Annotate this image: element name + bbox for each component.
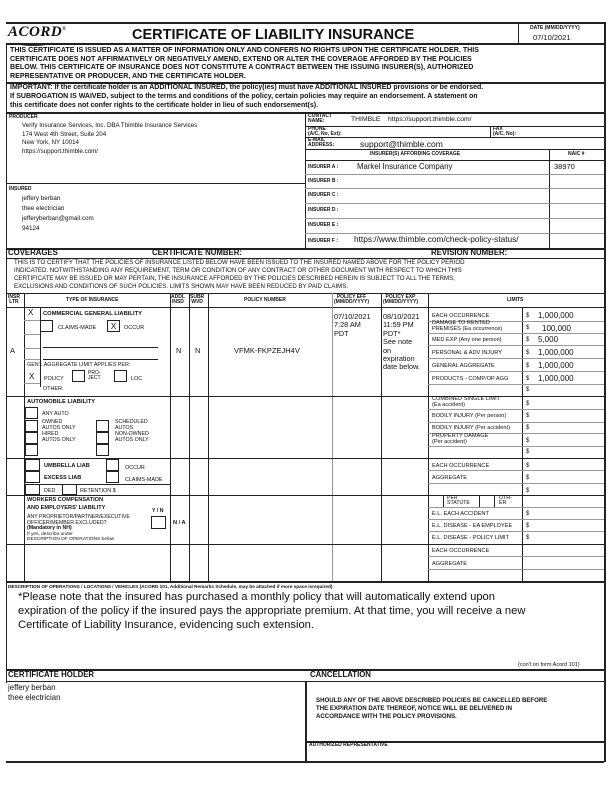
insr-ltr: A <box>10 346 16 355</box>
holder-business: thee electrician <box>8 692 61 702</box>
disclaimer-line: CERTIFICATE DOES NOT AFFIRMATIVELY OR NEGATIVELY AMEND, EXTEND OR ALTER THE COVERAGE AFFORDED BY THE POLICIES <box>10 54 472 63</box>
divider <box>24 484 170 485</box>
registered-mark: ® <box>62 27 67 32</box>
disclaimer-line: BELOW. THIS CERTIFICATE OF INSURANCE DOES NOT CONSTITUTE A CONTRACT BETWEEN THE ISSUING INSURER(S), AUTHORIZED <box>10 63 474 72</box>
divider <box>428 358 604 359</box>
divider <box>6 22 604 24</box>
revision-number-label: REVISION NUMBER: <box>431 248 508 257</box>
date-value: 07/10/2021 <box>533 33 571 42</box>
excluded-checkbox[interactable] <box>151 516 166 529</box>
description-text <box>18 590 525 632</box>
umbrella-occur-checkbox[interactable] <box>106 459 119 471</box>
cancellation-line: ACCORDANCE WITH THE POLICY PROVISIONS. <box>316 713 457 720</box>
loc-label: LOC <box>131 376 143 382</box>
insurer-row <box>308 233 604 247</box>
phone-label: PHONE (A/C, No, Ext): <box>308 126 342 137</box>
divider <box>428 409 604 410</box>
insured-email: jefferyberban@gmail.com <box>22 215 94 222</box>
cancellation-text <box>316 697 547 721</box>
divider <box>443 495 444 507</box>
coverages-intro <box>14 259 464 291</box>
project-label: PRO- JECT <box>88 370 101 381</box>
divider <box>428 483 604 484</box>
addl-insd-header: ADDL INSD <box>171 294 185 305</box>
auto-other2-checkbox[interactable] <box>96 444 109 456</box>
excess-label: EXCESS LIAB <box>44 475 82 481</box>
ded-checkbox[interactable] <box>25 484 40 495</box>
col-divider <box>522 307 523 581</box>
col-divider <box>189 293 190 581</box>
fax-label: FAX (A/C, No): <box>493 126 517 137</box>
insured-business: thee electrician <box>22 205 65 212</box>
disclaimer-line: THIS CERTIFICATE IS ISSUED AS A MATTER OF INFORMATION ONLY AND CONFERS NO RIGHTS UPON THE CERTIFICATE HOLDER. THIS <box>10 46 479 54</box>
umbrella-occur-label: OCCUR <box>125 465 145 471</box>
insurer-label: INSURER B : <box>308 178 339 184</box>
col-divider <box>428 293 429 581</box>
insured-zip: 94124 <box>22 225 40 232</box>
na-value: N / A <box>173 520 186 526</box>
divider <box>428 470 604 471</box>
insurer-row <box>308 174 604 188</box>
divider <box>305 137 604 138</box>
intro-line: THIS IS TO CERTIFY THAT THE POLICIES OF INSURANCE LISTED BELOW HAVE BEEN ISSUED TO THE INSURED NAMED ABOVE FOR THE POLICY PERIOD <box>14 259 465 266</box>
insurer-label: INSURER F : <box>308 238 338 244</box>
retention-checkbox[interactable] <box>62 484 77 495</box>
dollar-sign: $ <box>526 413 530 419</box>
workers-comp-question: ANY PROPRIETOR/PARTNER/EXECUTIVE OFFICER/MEMBER EXCLUDED? (Mandatory in NH) If yes, describe under DESCRIPTION OF OPERATIONS below <box>27 514 130 542</box>
scheduled-autos-label: SCHEDULED AUTOS <box>115 419 148 431</box>
authorized-rep-label: AUTHORIZED REPRESENTATIVE <box>309 742 388 748</box>
claims-made-checkbox[interactable] <box>40 320 53 332</box>
dollar-sign: $ <box>526 438 530 444</box>
limit-value: 5,000 <box>538 335 559 344</box>
description-label: DESCRIPTION OF OPERATIONS / LOCATIONS / VEHICLES (ACORD 101, Additional Remarks Schedule, may be attached if more space isrequired) <box>8 584 333 589</box>
holder-name: jeffery berban <box>8 683 56 692</box>
divider <box>428 446 604 447</box>
contact-name: THIMBLE <box>351 116 381 123</box>
continued-note: (con't on form Acord 101) <box>518 662 580 668</box>
divider <box>6 544 604 545</box>
limits-header: LIMITS <box>507 297 524 303</box>
insurer-row <box>308 203 604 217</box>
certificate-holder-label: CERTIFICATE HOLDER <box>8 670 95 679</box>
limit-label: PROPERTY DAMAGE (Per accident) <box>432 433 489 445</box>
disclaimer <box>10 46 479 80</box>
limit-value: 100,000 <box>542 324 571 333</box>
divider <box>305 149 604 150</box>
insured-name: jeffery berban <box>22 195 61 202</box>
divider <box>494 495 495 507</box>
divider <box>24 383 40 384</box>
limit-value: 1,000,000 <box>538 348 574 357</box>
insurers-header: INSURER(S) AFFORDING COVERAGE <box>370 151 461 157</box>
limit-label: PERSONAL & ADV INJURY <box>432 350 502 356</box>
email-value[interactable]: support@thimble.com <box>360 139 443 149</box>
dollar-sign: $ <box>526 350 530 356</box>
divider <box>6 183 305 184</box>
other-label: OTH- ER <box>499 495 512 506</box>
limit-label: BODILY INJURY (Per accident) <box>432 425 510 431</box>
policy-exp-header: POLICY EXP (MM/DD/YYYY) <box>383 294 418 305</box>
policy-number-header: POLICY NUMBER <box>244 297 286 303</box>
insurer-name[interactable]: https://www.thimble.com/check-policy-status/ <box>354 234 519 244</box>
divider <box>428 531 604 532</box>
divider <box>6 307 604 308</box>
auto-title: AUTOMOBILE LIABILITY <box>27 399 96 405</box>
subr-wvd-value: N <box>195 346 201 355</box>
divider <box>428 422 604 423</box>
insr-ltr-header: INSR LTR <box>8 294 20 305</box>
dollar-sign: $ <box>526 325 530 331</box>
limit-label: DAMAGE TO RENTED PREMISES (Ea occurrence) <box>432 320 503 332</box>
yn-label: Y / N <box>152 508 164 514</box>
insurer-name: Markel Insurance Company <box>357 162 453 171</box>
hired-autos-checkbox[interactable] <box>25 432 38 444</box>
important-line: this certificate does not confer rights to the certificate holder in lieu of such endorsement(s). <box>10 101 319 109</box>
limit-value: 1,000,000 <box>538 311 574 320</box>
dollar-sign: $ <box>526 463 530 469</box>
ded-label: DED <box>44 488 56 494</box>
description-line: *Please note that the insured has purchased a monthly policy that will automatically extend upon <box>18 591 495 603</box>
workers-comp-title: WORKERS COMPENSATION AND EMPLOYERS' LIABILITY <box>27 497 106 511</box>
divider <box>6 396 604 397</box>
dollar-sign: $ <box>526 425 530 431</box>
producer-label: PRODUCER <box>9 114 38 120</box>
occur-checkbox[interactable]: X <box>107 320 120 332</box>
project-checkbox[interactable] <box>72 370 85 382</box>
divider <box>305 126 604 127</box>
producer-address: 174 West 4th Street, Suite 204 <box>22 130 107 138</box>
col-divider <box>208 293 209 581</box>
coverages-label: COVERAGES <box>8 248 58 257</box>
limit-label: AGGREGATE <box>432 561 468 567</box>
divider <box>170 458 171 486</box>
limit-label: E.L. DISEASE - EA EMPLOYEE <box>432 523 513 529</box>
logo-text: ACORD <box>8 24 63 40</box>
divider <box>6 669 604 671</box>
type-header: TYPE OF INSURANCE <box>66 297 119 303</box>
certificate-number-label: CERTIFICATE NUMBER: <box>152 248 242 257</box>
per-statute-label: PER STATUTE <box>447 495 470 506</box>
cancellation-line: THE EXPIRATION DATE THEREOF, NOTICE WILL BE DELIVERED IN <box>316 705 513 712</box>
contact-name-value <box>351 116 472 123</box>
divider <box>428 569 604 570</box>
subr-wvd-header: SUBR WVD <box>190 294 205 305</box>
divider <box>518 22 519 43</box>
col-divider <box>170 293 171 581</box>
page-title: CERTIFICATE OF LIABILITY INSURANCE <box>132 27 415 43</box>
divider <box>305 112 306 248</box>
divider <box>428 345 604 346</box>
limit-label: BODILY INJURY (Per person) <box>432 413 507 419</box>
auto-other-checkbox[interactable] <box>25 444 38 456</box>
checkbox-col-divider <box>40 307 41 387</box>
insured-label: INSURED <box>9 186 32 192</box>
col-divider <box>381 293 382 581</box>
insurer-label: INSURER E : <box>308 222 339 228</box>
divider <box>428 371 604 372</box>
policy-eff-header: POLICY EFF (MM/DD/YYYY) <box>334 294 369 305</box>
addl-insd-value: N <box>176 346 182 355</box>
divider <box>6 248 604 250</box>
border-right <box>604 22 606 762</box>
dollar-sign: $ <box>526 376 530 382</box>
insurer-row <box>308 188 604 202</box>
important-notice <box>10 84 483 110</box>
description-line: expiration of the policy if the insured pays the appropriate premium. At that time, you will receive a new <box>18 605 526 617</box>
nonowned-autos-checkbox[interactable] <box>96 432 109 444</box>
limit-label: AGGREGATE <box>432 475 468 481</box>
owned-autos-checkbox[interactable] <box>25 420 38 432</box>
divider <box>24 334 40 335</box>
dollar-sign: $ <box>526 488 530 494</box>
date-label: DATE (MM/DD/YYYY) <box>530 25 580 31</box>
blank-line <box>43 359 158 360</box>
dollar-sign: $ <box>526 401 530 407</box>
policy-label: POLICY <box>44 376 64 382</box>
divider <box>6 495 604 496</box>
cancellation-label: CANCELLATION <box>310 670 371 679</box>
email-label: E-MAIL ADDRESS: <box>308 137 335 148</box>
umbrella-claims-made-label: CLAIMS-MADE <box>125 477 163 483</box>
limit-label: MED EXP (Any one person) <box>432 337 502 343</box>
policy-eff-value: 07/10/2021 7:28 AM PDT <box>334 312 371 338</box>
policy-checkbox[interactable]: X <box>29 372 35 381</box>
insurer-label: INSURER D : <box>308 207 339 213</box>
divider <box>479 495 480 507</box>
naic-header: NAIC # <box>568 151 585 157</box>
divider <box>24 359 40 360</box>
dollar-sign: $ <box>526 387 530 393</box>
producer-name: Verify Insurance Services, Inc. DBA Thimble Insurance Services <box>22 122 198 129</box>
policy-number-value: VFMK-FKPZEJH4V <box>234 346 300 355</box>
insurer-label: INSURER A : <box>308 164 339 170</box>
signature-field[interactable] <box>307 750 603 760</box>
insurer-row <box>308 160 604 174</box>
border-left <box>6 43 7 683</box>
limit-label: PRODUCTS - COMP/OP AGG <box>432 376 509 382</box>
dollar-sign: $ <box>526 313 530 319</box>
any-auto-label: ANY AUTO <box>42 411 69 417</box>
cgl-title: COMMERCIAL GENERAL LIABILITY <box>43 311 142 317</box>
divider <box>6 293 604 294</box>
divider <box>24 348 40 349</box>
divider <box>428 556 604 557</box>
any-auto-checkbox[interactable] <box>25 407 38 419</box>
disclaimer-line: REPRESENTATIVE OR PRODUCER, AND THE CERTIFICATE HOLDER. <box>10 71 246 80</box>
limit-label: GENERAL AGGREGATE <box>432 363 495 369</box>
important-line: If SUBROGATION IS WAIVED, subject to the terms and conditions of the policy, certain policies may require an endorsement. A statement on <box>10 92 478 100</box>
intro-line: INDICATED. NOTWITHSTANDING ANY REQUIREMENT, TERM OR CONDITION OF ANY CONTRACT OR OTHER DOCUMENT WITH RESPECT TO WHICH THIS <box>14 267 462 274</box>
hired-autos-label: HIRED AUTOS ONLY <box>42 431 76 443</box>
other-label: OTHER: <box>43 386 64 392</box>
claims-made-label: CLAIMS-MADE <box>58 325 97 331</box>
intro-line: CERTIFICATE MAY BE ISSUED OR MAY PERTAIN, THE INSURANCE AFFORDED BY THE POLICIES DESCRIBED HEREIN IS SUBJECT TO ALL THE TERMS, <box>14 275 455 282</box>
nonowned-autos-label: NON-OWNED AUTOS ONLY <box>115 431 149 443</box>
contact-url[interactable]: https://support.thimble.com/ <box>388 116 472 123</box>
cancellation-line: SHOULD ANY OF THE ABOVE DESCRIBED POLICIES BE CANCELLED BEFORE <box>316 697 548 704</box>
divider <box>490 126 491 137</box>
producer-city: New York, NY 10014 <box>22 139 79 146</box>
producer-url[interactable]: https://support.thimble.com/ <box>22 147 99 155</box>
umbrella-claims-made-checkbox[interactable] <box>106 471 119 483</box>
limit-value: 1,000,000 <box>538 374 574 383</box>
insurer-naic: 38970 <box>554 162 575 171</box>
limit-value: 1,000,000 <box>538 361 574 370</box>
excess-checkbox[interactable] <box>25 471 40 483</box>
divider <box>428 519 604 520</box>
col-divider <box>332 293 333 581</box>
aggregate-applies-label: GEN'L AGGREGATE LIMIT APPLIES PER: <box>27 362 131 368</box>
dollar-sign: $ <box>526 523 530 529</box>
contact-name-label: CONTACT NAME: <box>308 113 333 124</box>
intro-line: EXCLUSIONS AND CONDITIONS OF SUCH POLICIES. LIMITS SHOWN MAY HAVE BEEN REDUCED BY PAID CLAIMS. <box>14 283 348 290</box>
policy-exp-value: 08/10/2021 11:59 PM PDT* See note on expiration date below. <box>383 312 420 372</box>
insurer-row <box>308 218 604 232</box>
dollar-sign: $ <box>526 511 530 517</box>
blank-line <box>43 347 158 348</box>
retention-label: RETENTION $ <box>80 488 116 494</box>
dollar-sign: $ <box>526 449 530 455</box>
divider <box>428 384 604 385</box>
divider <box>24 320 40 321</box>
divider <box>6 43 604 45</box>
umbrella-label: UMBRELLA LIAB <box>44 463 90 469</box>
limit-label: EACH OCCURRENCE <box>432 463 490 469</box>
dollar-sign: $ <box>526 535 530 541</box>
limit-label: EACH OCCURRENCE <box>432 548 490 554</box>
producer-info <box>22 122 197 156</box>
limit-label: E.L. EACH ACCIDENT <box>432 511 489 517</box>
dollar-sign: $ <box>526 475 530 481</box>
divider <box>6 458 604 459</box>
limit-label: E.L. DISEASE - POLICY LIMIT <box>432 535 509 541</box>
divider <box>305 681 307 761</box>
owned-autos-label: OWNED AUTOS ONLY <box>42 419 76 431</box>
scheduled-autos-checkbox[interactable] <box>96 420 109 432</box>
description-line: Certificate of Liability Insurance, evidencing such extension. <box>18 619 315 631</box>
important-line: IMPORTANT: If the certificate holder is an ADDITIONAL INSURED, the policy(ies) must have ADDITIONAL INSURED provisions or be endorsed. <box>10 84 484 91</box>
umbrella-checkbox[interactable] <box>25 459 40 471</box>
dollar-sign: $ <box>526 363 530 369</box>
insured-info <box>22 194 94 234</box>
divider <box>6 581 604 583</box>
insurer-label: INSURER C : <box>308 192 339 198</box>
divider <box>6 761 604 763</box>
dollar-sign: $ <box>526 337 530 343</box>
certificate-holder-info <box>8 683 60 702</box>
limit-label: EACH OCCURRENCE <box>432 313 490 319</box>
cgl-checkbox[interactable]: X <box>28 308 34 317</box>
limit-label: COMBINED SINGLE LIMIT (Ea accident) <box>432 396 501 408</box>
divider <box>428 507 604 508</box>
divider <box>428 333 604 334</box>
loc-checkbox[interactable] <box>114 370 127 382</box>
occur-label: OCCUR <box>124 325 145 331</box>
